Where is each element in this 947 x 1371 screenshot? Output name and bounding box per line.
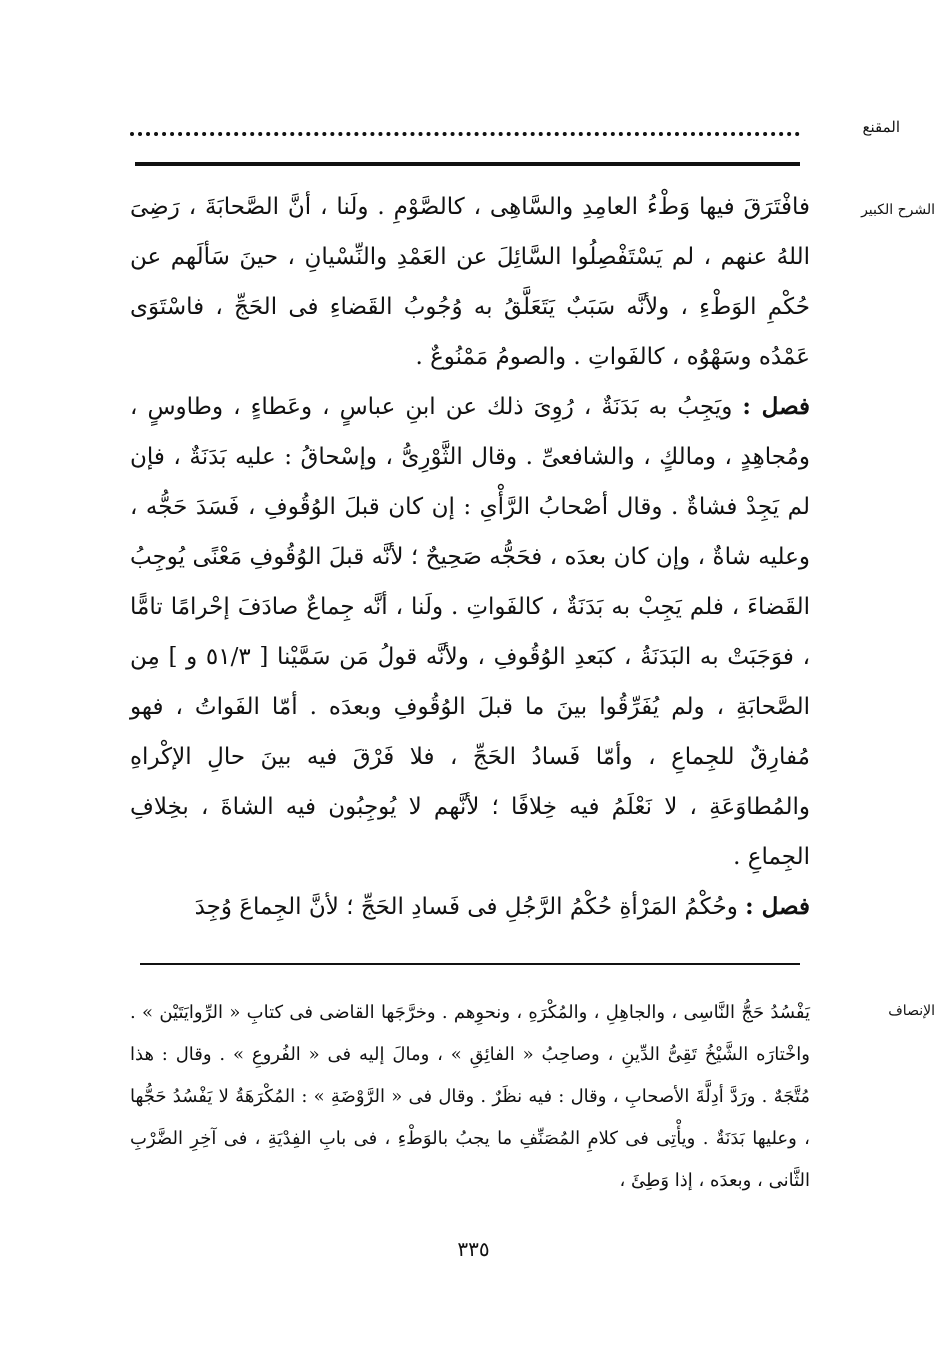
main-paragraph-2	[130, 382, 810, 882]
header-rule	[135, 162, 800, 166]
running-title: المقنع	[862, 118, 900, 136]
footnote-paragraph: يَفْسُدُ حَجُّ النَّاسِى ، والجاهِلِ ، والمُكْرَهِ ، ونحوِهم . وخرَّجَها القاضى فى كتابِ « الرِّوايَتَيْن » . واخْتارَه الشَّيْخُ تَقِىُّ الدِّينِ ، وصاحِبُ « الفائِقِ » ، ومالَ إليه فى « الفُروعِ » . وقال : هذا مُتَّجَهٌ . ورَدَّ أدِلَّةَ الأصحابِ ، وقال : فيه نظَرٌ . وقال فى « الرَّوْضَةِ » : المُكْرَهَةُ لا يَفْسُدُ حَجُّها ، وعليها بَدَنَةٌ . ويأْتِى فى كلامِ المُصَنِّفِ ما يجبُ بالوَطْءِ ، فى بابِ الفِدْيَةِ ، فى آخِرِ الضَّرْبِ الثَّانى ، وبعدَه ، إذا وَطِئَ ،	[130, 1002, 810, 1191]
main-paragraph-3	[130, 882, 810, 932]
main-paragraph-2-text: ويَجِبُ به بَدَنَةٌ ، رُوِىَ ذلك عن ابنِ عباسٍ ، وعَطاءٍ ، وطاوسٍ ، ومُجاهِدٍ ، ومالكٍ ، والشافعىِّ . وقال الثَّوْرِىُّ ، وإسْحاقُ : عليه بَدَنَةٌ ، فإن لم يَجِدْ فشاةٌ . وقال أصْحابُ الرَّأْىِ : إن كان قبلَ الوُقُوفِ ، فَسَدَ حَجُّه ، وعليه شاةٌ ، وإن كان بعدَه ، فحَجُّه صَحِيحٌ ؛ لأنَّه قبلَ الوُقُوفِ مَعْنًى يُوجِبُ القَضاءَ ، فلم يَجِبْ به بَدَنَةٌ ، كالفَواتِ . ولَنا ، أنَّه جِماعٌ صادَفَ إحْرامًا تامًّا ، فوَجَبَتْ به البَدَنَةُ ، كبَعدِ الوُقُوفِ ، ولأنَّه قولُ مَن سَمَّيْنا [ ٥١/٣ و ] مِن الصَّحابَةِ ، ولم يُفَرِّقُوا بينَ ما قبلَ الوُقُوفِ وبعدَه . أمّا الفَواتُ ، فهو مُفارِقٌ للجِماعِ ، وأمّا فَسادُ الحَجِّ ، فلا فَرْقَ فيه بينَ حالِ الإكْراهِ والمُطاوَعَةِ ، لا نَعْلَمُ فيه خِلافًا ؛ لأنَّهم لا يُوجِبُون فيه الشاةَ ، بخِلافِ الجِماعِ .	[130, 394, 810, 870]
section-lead-fasl-2: فصل :	[745, 893, 810, 920]
main-paragraph-1: فافْتَرَقَ فيها وَطْءُ العامِدِ والسَّاهِى ، كالصَّوْمِ . ولَنا ، أنَّ الصَّحابَةَ ، رَضِىَ اللهُ عنهم ، لم يَسْتَفْصِلُوا السَّائِلَ عن العَمْدِ والنِّسْيانِ ، حينَ سَألَهم عن حُكْمِ الوَطْءِ ، ولأنَّه سَبَبٌ يَتَعَلَّقُ به وُجُوبُ القَضاءِ فى الحَجِّ ، فاسْتَوَى عَمْدُه وسَهْوُه ، كالفَواتِ . والصومُ مَمْنُوعٌ .	[130, 194, 810, 370]
main-text-block	[130, 182, 810, 932]
footnote-text-block	[130, 992, 810, 1202]
section-lead-fasl: فصل :	[742, 393, 811, 420]
running-header	[130, 118, 900, 148]
main-paragraph-3-text: وحُكْمُ المَرْأةِ حُكْمُ الرَّجُلِ فى فَسادِ الحَجِّ ؛ لأنَّ الجِماعَ وُجِدَ	[194, 894, 738, 920]
side-label-insaf: الإنصاف	[888, 1003, 935, 1019]
footnote-separator	[140, 963, 800, 965]
dotted-leader	[130, 128, 800, 136]
page-number: ٣٣٥	[457, 1237, 490, 1261]
side-label-sharh: الشرح الكبير	[861, 202, 935, 218]
